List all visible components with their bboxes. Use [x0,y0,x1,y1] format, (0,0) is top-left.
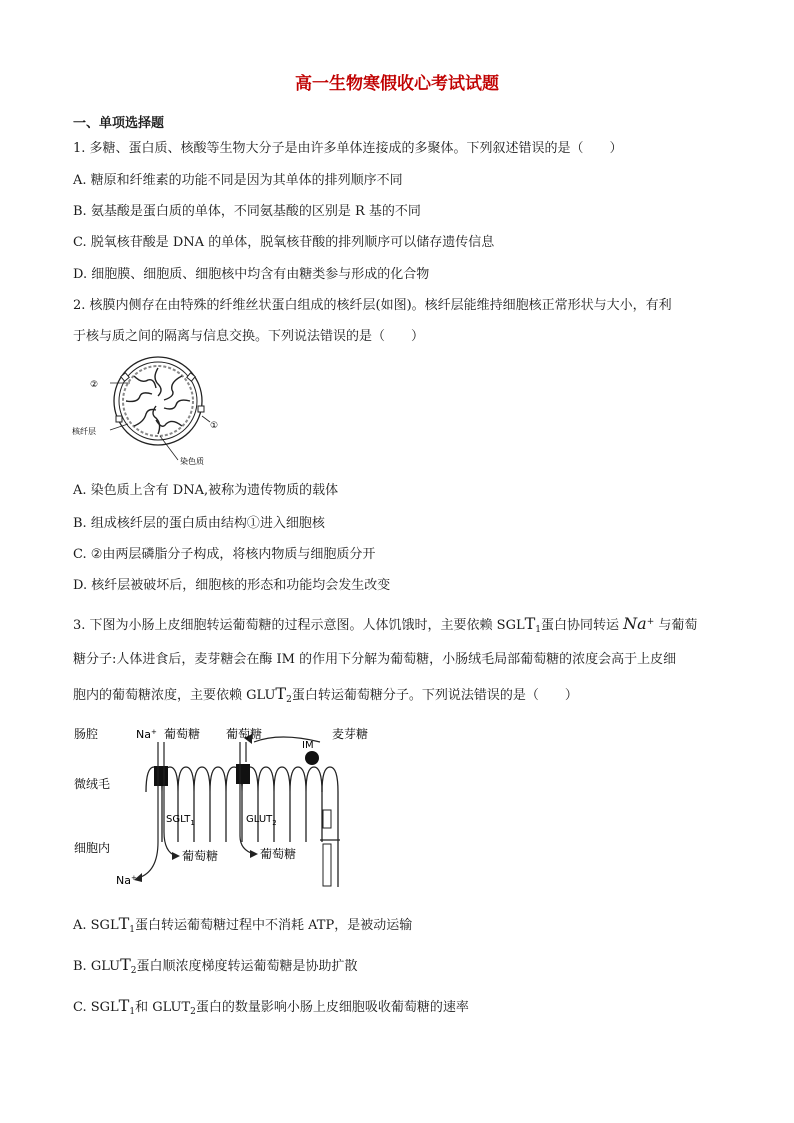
q1-option-c: C. 脱氧核苷酸是 DNA 的单体，脱氧核苷酸的排列顺序可以储存遗传信息 [73,235,495,250]
fig-na-top: Na+ [136,728,157,741]
fig-maltose: 麦芽糖 [332,727,369,741]
q3-option-a: A. $SGLT_1$蛋白转运葡萄糖过程中不消耗 ATP，是被动运输 [73,914,413,935]
fig-label-1: ① [210,421,219,431]
q2-option-b: B. 组成核纤层的蛋白质由结构①进入细胞核 [73,516,325,531]
fig-villi-label: 微绒毛 [74,777,111,791]
fig-lumen-label: 肠腔 [74,727,99,741]
fig-label-2: ② [90,380,99,390]
q2-option-a: A. 染色质上含有 DNA,被称为遗传物质的载体 [73,483,339,498]
q3-option-c: C. $SGLT_1$和 $GLUT_2$蛋白的数量影响小肠上皮细胞吸收葡萄糖的速率 [73,996,469,1017]
q1-option-d: D. 细胞膜、细胞质、细胞核中均含有由糖类参与形成的化合物 [73,267,430,282]
fig-glucose-3: 葡萄糖 [182,849,219,863]
q3-stem-line2: 糖分子:人体进食后，麦芽糖会在酶 IM 的作用下分解为葡萄糖，小肠绒毛局部葡萄糖的浓度会高于上皮细 [73,652,677,667]
fig-glucose-1: 葡萄糖 [164,727,201,741]
fig-im: IM [302,740,314,751]
q2-option-d: D. 核纤层被破坏后，细胞核的形态和功能均会发生改变 [73,578,391,593]
q3-stem-line1: 3. 下图为小肠上皮细胞转运葡萄糖的过程示意图。人体饥饿时，主要依赖 $SGLT_1$蛋白协同转运 Na+ 与葡萄 [73,614,698,635]
q3-option-b: B. $GLUT_2$蛋白顺浓度梯度转运葡萄糖是协助扩散 [73,955,358,976]
fig-na-bottom: Na+ [116,874,137,887]
section-heading: 一、单项选择题 [73,116,165,131]
fig-glucose-4: 葡萄糖 [260,847,297,861]
q1-stem: 1. 多糖、蛋白质、核酸等生物大分子是由许多单体连接成的多聚体。下列叙述错误的是（ ） [73,141,623,156]
fig-glut: $GLUT_2$ [246,814,277,827]
q1-option-a: A. 糖原和纤维素的功能不同是因为其单体的排列顺序不同 [73,173,403,188]
fig-glucose-2: 葡萄糖 [226,727,263,741]
page-title: 高一生物寒假收心考试试题 [295,74,499,94]
q3-stem-line3: 胞内的葡萄糖浓度，主要依赖 $GLUT_2$蛋白转运葡萄糖分子。下列说法错误的是（ ） [73,684,578,705]
fig-label-lamina: 核纤层 [72,427,96,436]
q2-stem-line2: 于核与质之间的隔离与信息交换。下列说法错误的是（ ） [73,329,425,344]
q2-stem-line1: 2. 核膜内侧存在由特殊的纤维丝状蛋白组成的核纤层(如图)。核纤层能维持细胞核正常形状与大小，有利 [73,298,672,313]
q2-option-c: C. ②由两层磷脂分子构成，将核内物质与细胞质分开 [73,547,376,562]
nucleus-lamina-figure [70,356,230,468]
fig-label-chromatin: 染色质 [180,457,204,466]
fig-sglt: $SGLT_1$ [166,814,195,827]
glucose-transport-figure [70,722,380,892]
fig-inside-label: 细胞内 [74,841,111,855]
q1-option-b: B. 氨基酸是蛋白质的单体，不同氨基酸的区别是 R 基的不同 [73,204,421,219]
